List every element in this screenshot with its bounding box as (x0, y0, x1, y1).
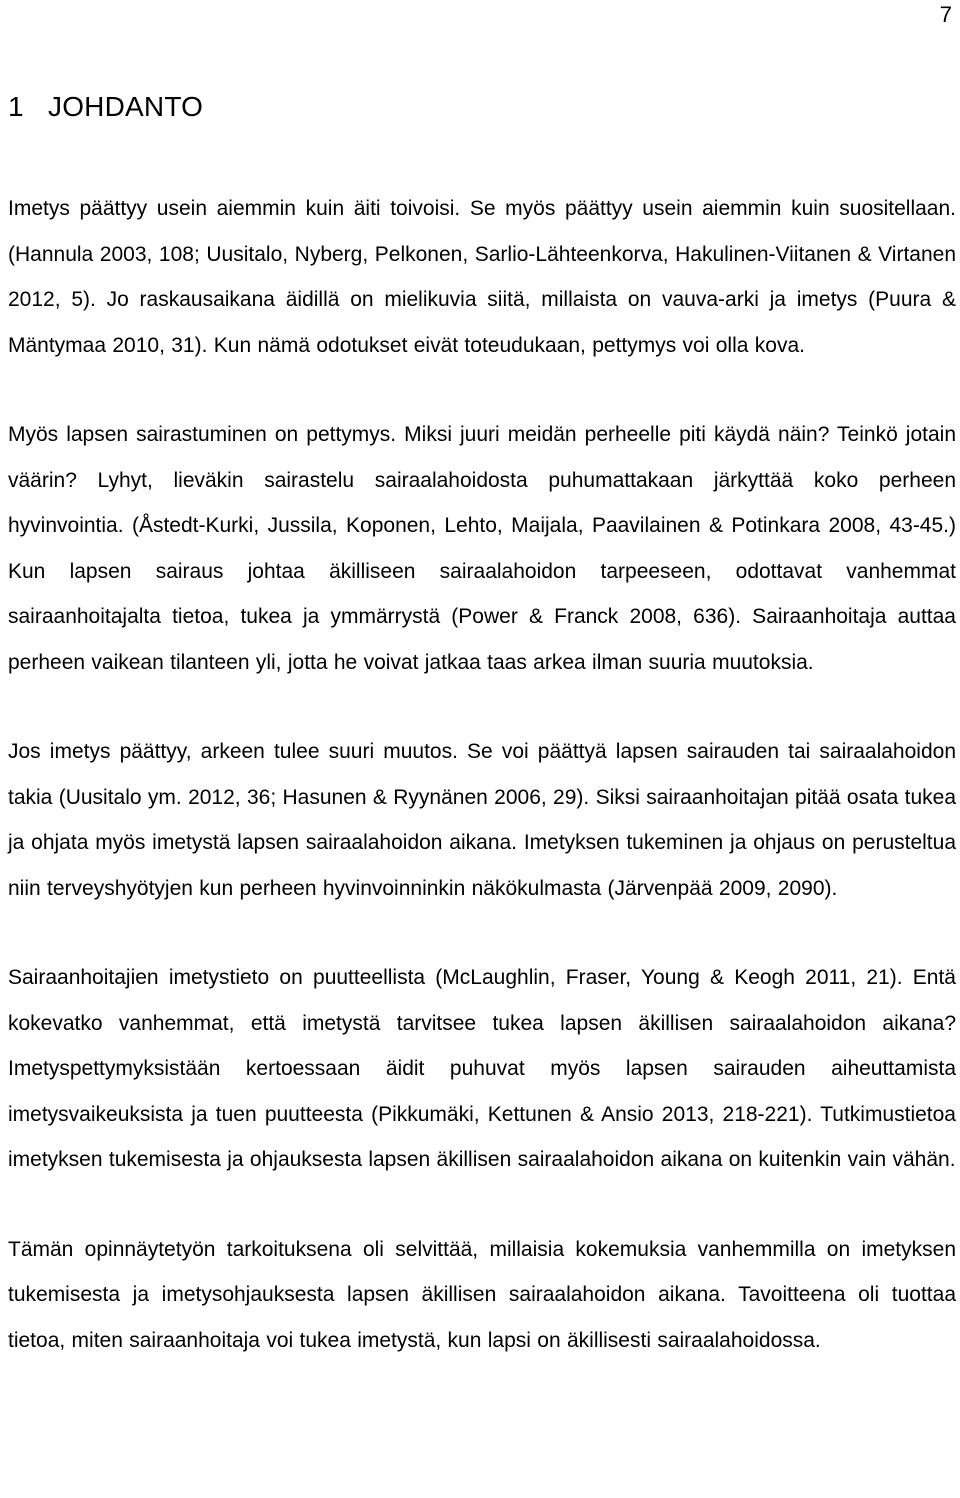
chapter-number: 1 (8, 91, 24, 122)
chapter-title: JOHDANTO (48, 91, 204, 122)
body-text (8, 186, 956, 1363)
page-number: 7 (939, 2, 952, 27)
paragraph-5: Tämän opinnäytetyön tarkoituksena oli selvittää, millaisia kokemuksia vanhemmilla on imetyksen tukemisesta ja imetysohjauksesta lapsen äkillisen sairaalahoidon aikana. Tavoitteena oli tuottaa tietoa, miten sairaanhoitaja voi tukea imetystä, kun lapsi on äkillisesti sairaalahoidossa. (8, 1237, 956, 1352)
paragraph-2: Myös lapsen sairastuminen on pettymys. Miksi juuri meidän perheelle piti käydä näin? Teinkö jotain väärin? Lyhyt, lieväkin sairastelu sairaalahoidosta puhumattakaan järkyttää koko perheen hyvinvointia. (Åstedt-Kurki, Jussila, Koponen, Lehto, Maijala, Paavilainen & Potinkara 2008, 43-45.) Kun lapsen sairaus johtaa äkilliseen sairaalahoidon tarpeeseen, odottavat vanhemmat sairaanhoitajalta tietoa, tukea ja ymmärrystä (Power & Franck 2008, 636). Sairaanhoitaja auttaa perheen vaikean tilanteen yli, jotta he voivat jatkaa taas arkea ilman suuria muutoksia. (8, 423, 956, 674)
paragraph-4: Sairaanhoitajien imetystieto on puutteellista (McLaughlin, Fraser, Young & Keogh 2011, 21). Entä kokevatko vanhemmat, että imetystä tarvitsee tukea lapsen äkillisen sairaalahoidon aikana? Imetyspettymyksistään kertoessaan äidit puhuvat myös lapsen sairauden aiheuttamista imetysvaikeuksista ja tuen puutteesta (Pikkumäki, Kettunen & Ansio 2013, 218-221). Tutkimustietoa imetyksen tukemisesta ja ohjauksesta lapsen äkillisen sairaalahoidon aikana on kuitenkin vain vähän. (8, 966, 956, 1171)
paragraph-1: Imetys päättyy usein aiemmin kuin äiti toivoisi. Se myös päättyy usein aiemmin kuin suositellaan. (Hannula 2003, 108; Uusitalo, Nyberg, Pelkonen, Sarlio-Lähteenkorva, Hakulinen-Viitanen & Virtanen 2012, 5). Jo raskausaikana äidillä on mielikuvia siitä, millaista on vauva-arki ja imetys (Puura & Mäntymaa 2010, 31). Kun nämä odotukset eivät toteudukaan, pettymys voi olla kova. (8, 197, 956, 357)
chapter-heading (8, 90, 203, 124)
paragraph-3: Jos imetys päättyy, arkeen tulee suuri muutos. Se voi päättyä lapsen sairauden tai sairaalahoidon takia (Uusitalo ym. 2012, 36; Hasunen & Ryynänen 2006, 29). Siksi sairaanhoitajan pitää osata tukea ja ohjata myös imetystä lapsen sairaalahoidon aikana. Imetyksen tukeminen ja ohjaus on perusteltua niin terveyshyötyjen kun perheen hyvinvoinninkin näkökulmasta (Järvenpää 2009, 2090). (8, 740, 956, 900)
